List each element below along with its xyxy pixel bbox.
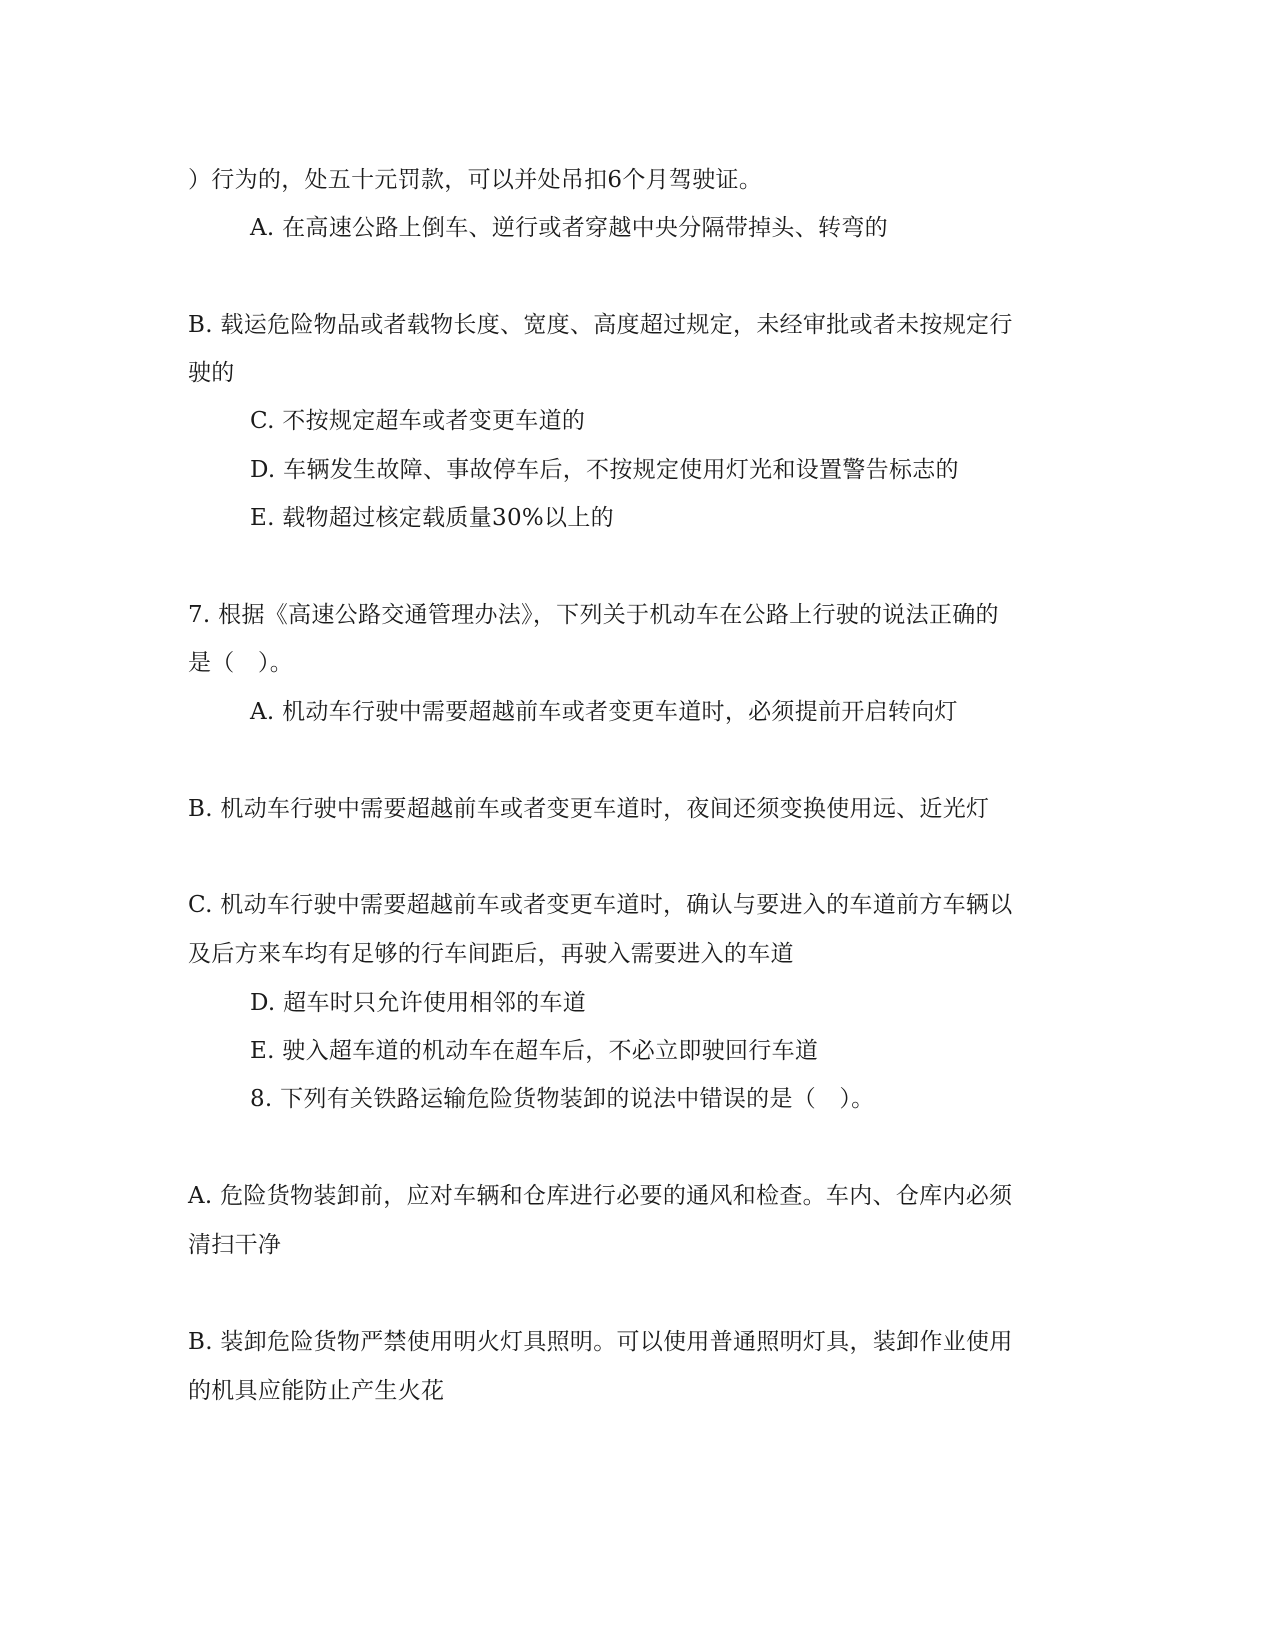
q7-option-d: D. 超车时只允许使用相邻的车道	[250, 990, 587, 1016]
q6-option-c: C. 不按规定超车或者变更车道的	[250, 408, 586, 434]
q6-option-a: A. 在高速公路上倒车、逆行或者穿越中央分隔带掉头、转弯的	[250, 215, 888, 241]
q8-option-b: B. 装卸危险货物严禁使用明火灯具照明。可以使用普通照明灯具，装卸作业使用	[188, 1329, 1013, 1355]
q6-option-b-continuation: 驶的	[188, 360, 235, 386]
q7-option-b: B. 机动车行驶中需要超越前车或者变更车道时，夜间还须变换使用远、近光灯	[188, 796, 990, 822]
q7-option-c-continuation: 及后方来车均有足够的行车间距后，再驶入需要进入的车道	[188, 941, 794, 967]
q8-option-a-continuation: 清扫干净	[188, 1232, 282, 1258]
question-7-stem: 7. 根据《高速公路交通管理办法》，下列关于机动车在公路上行驶的说法正确的	[188, 602, 999, 628]
q6-option-e: E. 载物超过核定载质量30%以上的	[250, 505, 614, 531]
q7-option-e: E. 驶入超车道的机动车在超车后，不必立即驶回行车道	[250, 1038, 819, 1064]
question-8-stem: 8. 下列有关铁路运输危险货物装卸的说法中错误的是（ ）。	[250, 1086, 875, 1112]
q6-option-b: B. 载运危险物品或者载物长度、宽度、高度超过规定，未经审批或者未按规定行	[188, 312, 1013, 338]
q6-option-d: D. 车辆发生故障、事故停车后，不按规定使用灯光和设置警告标志的	[250, 457, 959, 483]
q7-option-c: C. 机动车行驶中需要超越前车或者变更车道时，确认与要进入的车道前方车辆以	[188, 892, 1013, 918]
q8-option-b-continuation: 的机具应能防止产生火花	[188, 1378, 445, 1404]
q8-option-a: A. 危险货物装卸前，应对车辆和仓库进行必要的通风和检查。车内、仓库内必须	[188, 1183, 1013, 1209]
question-7-stem-continuation: 是（ ）。	[188, 650, 293, 676]
q7-option-a: A. 机动车行驶中需要超越前车或者变更车道时，必须提前开启转向灯	[250, 699, 958, 725]
question-6-stem-continuation: ）行为的，处五十元罚款，可以并处吊扣6个月驾驶证。	[188, 167, 763, 193]
